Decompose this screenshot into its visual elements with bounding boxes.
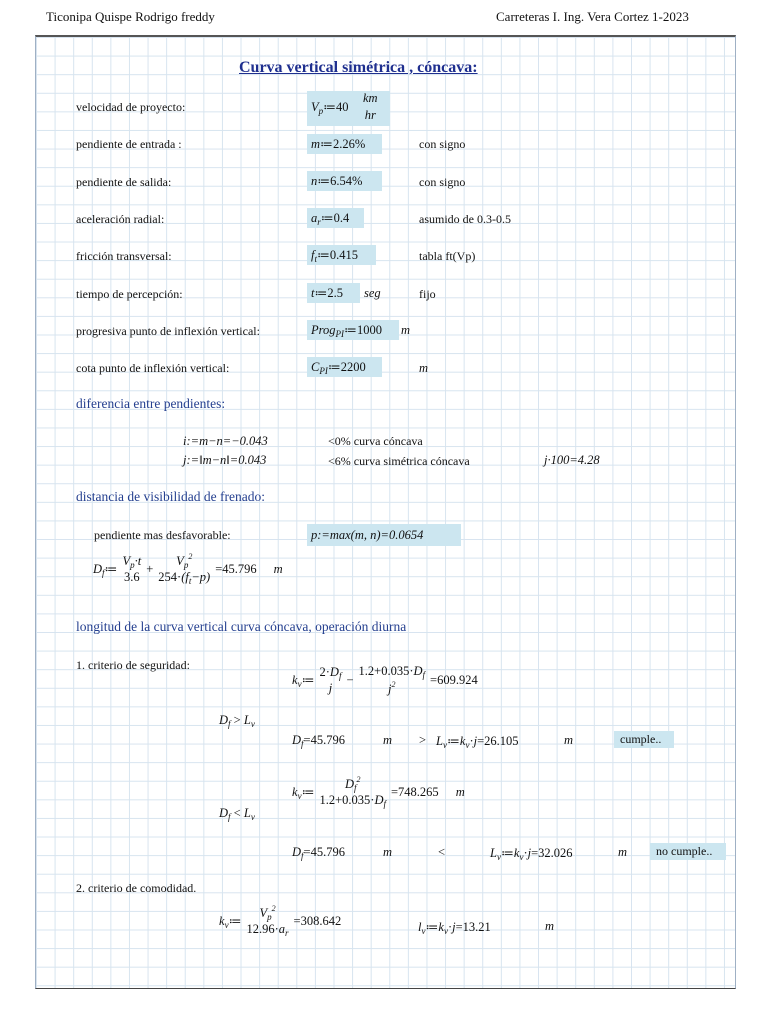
param-value-perception-time: t≔2.5 <box>307 283 360 303</box>
eq-p: p:=max(m, n)=0.0654 <box>307 524 461 546</box>
eq-lv-comfort: $l_v≔k_v\cdot j=13.21$ <box>418 920 491 936</box>
param-value-radial-accel: $a_r≔0.4$ <box>307 208 364 228</box>
df-unit: m <box>273 561 283 576</box>
kv2-result: =748.265 <box>391 784 439 799</box>
eq-i: i:=m−n=−0.043 <box>183 434 268 448</box>
tag-cumple: cumple.. <box>614 731 674 748</box>
tag-no-cumple: no cumple.. <box>650 843 726 860</box>
param-unit-velocity: km hr <box>363 91 378 122</box>
section-slope-difference: diferencia entre pendientes: <box>76 396 226 411</box>
param-label-friction: fricción transversal: <box>76 249 172 263</box>
label-worst-slope: pendiente mas desfavorable: <box>94 528 231 542</box>
row2-lv-unit: m <box>618 845 628 859</box>
row2-df: $D_f=45.796$ <box>292 845 345 861</box>
section-stopping-distance: distancia de visibilidad de frenado: <box>76 489 265 504</box>
eq-kv1: $k_v≔$ $2\cdot D_f$ j − $1.2+0.035\cdot D_f$ $j^2$ =609.924 <box>292 664 478 696</box>
criterion-comfort-title: 2. criterio de comodidad. <box>76 881 197 895</box>
note-j: <6% curva simétrica cóncava <box>328 454 470 468</box>
row2-op: < <box>438 845 446 859</box>
param-note-exit-slope: con signo <box>419 175 466 189</box>
param-value-exit-slope: n≔6.54% <box>307 171 382 191</box>
param-label-velocity: velocidad de proyecto: <box>76 100 186 114</box>
row1-lv: $L_v≔k_v\cdot j=26.105$ <box>436 734 519 750</box>
eq-kv3: $k_v≔$ $V_p^2$ $12.96\cdot a_r$ =308.642 <box>219 904 342 938</box>
row1-lv-unit: m <box>564 733 574 747</box>
note-i: <0% curva cóncava <box>328 434 423 448</box>
param-value-velocity: $V_p≔40$ <box>311 100 349 116</box>
kv1-result: =609.924 <box>430 673 478 687</box>
param-label-progressive: progresiva punto de inflexión vertical: <box>76 324 260 338</box>
param-value-progressive: Prog$_{PI}$≔1000 <box>307 320 399 340</box>
row2-unit: m <box>383 845 393 859</box>
param-label-radial-accel: aceleración radial: <box>76 212 165 226</box>
eq-kv2: $k_v≔$ $D_f^2$ $1.2+0.035\cdot D_f$ =748.265 m <box>292 775 465 809</box>
row1-unit: m <box>383 733 393 747</box>
eq-j: j:=‖m−n‖=0.043 <box>183 453 267 467</box>
param-unit-perception-time: seg <box>364 286 381 300</box>
section-curve-length: longitud de la curva vertical curva cóncava, operación diurna <box>76 619 407 634</box>
kv3-result: =308.642 <box>293 913 342 928</box>
eq-j100: j·100=4.28 <box>544 453 600 467</box>
param-value-entry-slope: m≔2.26% <box>307 134 382 154</box>
header-author: Ticonipa Quispe Rodrigo freddy <box>46 9 215 24</box>
param-note-radial-accel: asumido de 0.3-0.5 <box>419 212 511 226</box>
kv2-unit: m <box>455 784 465 799</box>
param-note-friction: tabla ft(Vp) <box>419 249 476 263</box>
param-label-elevation: cota punto de inflexión vertical: <box>76 361 230 375</box>
param-label-perception-time: tiempo de percepción: <box>76 287 183 301</box>
page-title: Curva vertical simétrica , cóncava: <box>239 59 478 76</box>
cond-df-gt-lv: $D_f > L_v$ <box>219 713 255 729</box>
param-value-friction: $f_t≔0.415$ <box>307 245 376 265</box>
param-note-entry-slope: con signo <box>419 137 466 151</box>
criterion-safety-title: 1. criterio de seguridad: <box>76 658 190 672</box>
df-result: =45.796 <box>215 561 257 576</box>
header-course: Carreteras I. Ing. Vera Cortez 1-2023 <box>496 9 689 24</box>
param-value-elevation: $C_{PI}≔2200$ <box>307 357 382 377</box>
row1-op: > <box>419 733 427 747</box>
param-unit-progressive: m <box>401 323 411 337</box>
param-note-perception-time: fijo <box>419 287 436 301</box>
param-unit-elevation: m <box>419 361 429 375</box>
row2-lv: $L_v≔k_v\cdot j=32.026$ <box>490 846 573 862</box>
cond-df-lt-lv: $D_f < L_v$ <box>219 806 255 822</box>
row1-df: $D_f=45.796$ <box>292 733 345 749</box>
lv-comfort-unit: m <box>545 919 555 933</box>
param-label-entry-slope: pendiente de entrada : <box>76 137 182 151</box>
eq-df: $D_f≔$ $V_p\cdot t$ 3.6 + $V_p^2$ $254\cdot(f_t-p)$ =45.796 m <box>93 552 283 586</box>
param-label-exit-slope: pendiente de salida: <box>76 175 172 189</box>
